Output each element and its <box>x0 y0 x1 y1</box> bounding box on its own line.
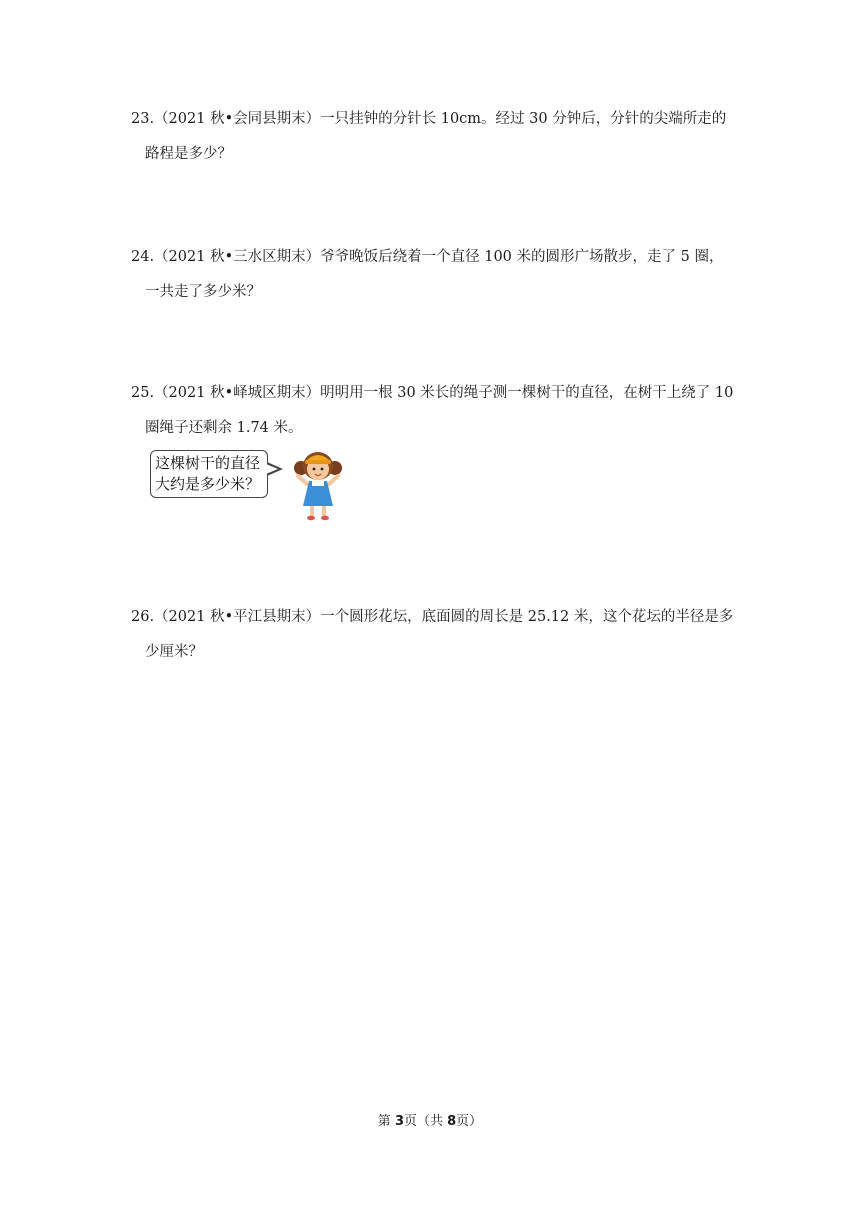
girl-cartoon-icon <box>288 446 348 522</box>
question-text: 少厘米？ <box>145 644 203 660</box>
question-text: 24.（2021 秋•三水区期末）爷爷晚饭后绕着一个直径 100 米的圆形广场散步，走了 5 圈， <box>131 249 724 265</box>
speech-bubble-text: 大约是多少米？ <box>155 475 261 493</box>
question-text: 一共走了多少米？ <box>145 284 261 300</box>
question-text: 23.（2021 秋•会同县期末）一只挂钟的分针长 10cm。经过 30 分钟后，分针的尖端所走的 <box>131 111 727 127</box>
speech-bubble <box>150 450 268 498</box>
page-footer <box>0 1110 860 1129</box>
question-text: 25.（2021 秋•峄城区期末）明明用一根 30 米长的绳子测一棵树干的直径，在树干上绕了 10 <box>131 385 734 401</box>
question-text: 圈绳子还剩余 1.74 米。 <box>145 420 303 436</box>
question-24 <box>131 240 731 310</box>
question-25 <box>131 376 734 446</box>
footer-total-pages: 8 <box>447 1114 457 1129</box>
girl-speech-illustration <box>150 446 360 522</box>
question-23 <box>131 102 731 172</box>
footer-middle: 页（共 <box>403 1114 448 1129</box>
question-26 <box>131 600 734 670</box>
speech-bubble-tail-inner <box>266 464 278 474</box>
question-text: 26.（2021 秋•平江县期末）一个圆形花坛，底面圆的周长是 25.12 米，这个花坛的半径是多 <box>131 609 734 625</box>
footer-suffix: 页） <box>456 1114 483 1129</box>
speech-bubble-text: 这棵树干的直径 <box>155 454 261 472</box>
footer-page-number: 3 <box>394 1114 404 1129</box>
footer-prefix: 第 <box>377 1114 395 1129</box>
question-text: 路程是多少？ <box>145 146 232 162</box>
